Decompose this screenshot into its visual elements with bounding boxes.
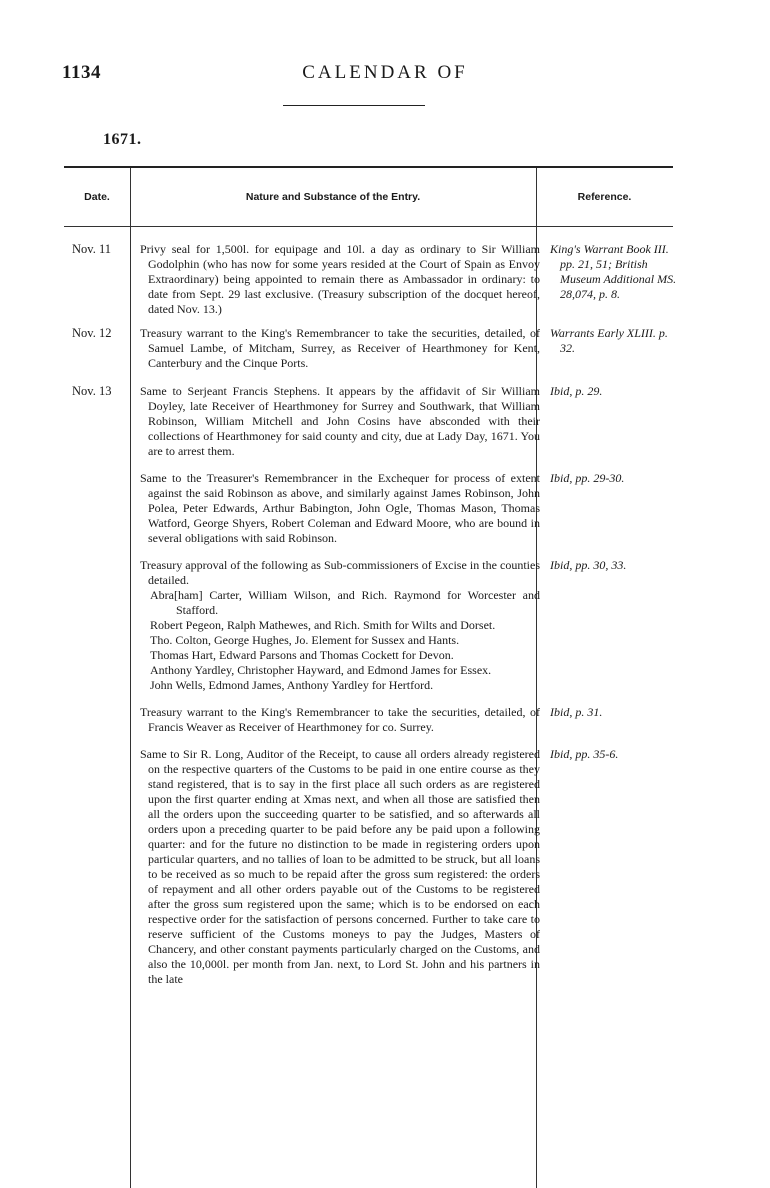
entry-reference-text: Warrants Early XLIII. p. 32.	[550, 326, 668, 355]
entry	[64, 558, 673, 693]
entry	[64, 747, 673, 987]
entry	[64, 242, 677, 317]
entry-reference-text: Ibid, pp. 29-30.	[550, 471, 625, 485]
header-rule	[283, 105, 425, 106]
entry-text-block	[140, 558, 540, 693]
entry-text: Same to Sir R. Long, Auditor of the Receipt, to cause all orders already registered on the respective quarters of the Customs to be paid in one entire course as they stand registered, that is to say in the first place all such orders as are registered upon the first quarter ending at Xmas next, and when all those are satisfied then all the orders upon the succeeding quarter to be satisfied, and so afterwards all orders upon a preceding quarter to be paid before any be paid upon a following quarter: and for the future no distinction to be made in registering orders upon particular quarters, and no tallies of loan to be admitted to be struck, but all loans to be received as so much to be repaid after the gross sum registered: the orders of repayment and all other orders payable out of the Customs to be registered after the gross sum registered upon the same; which is to be endorsed on each respective order for the satisfaction of persons concerned. Further to take care to reserve sufficient of the Customs moneys to pay the Judges, Masters of Chancery, and other constant payments particularly charged on the Customs, and also the 10,000l. per month from Jan. next, to Lord St. John and his partners in the late	[140, 747, 540, 986]
column-header-reference: Reference.	[577, 191, 632, 203]
entry-reference	[550, 326, 680, 356]
entry-date: Nov. 13	[72, 384, 112, 398]
sub-entry: Anthony Yardley, Christopher Hayward, and Edmond James for Essex.	[150, 663, 492, 677]
sub-entry: Abra[ham] Carter, William Wilson, and Rich. Raymond for Worcester and Stafford.	[150, 588, 540, 617]
entry	[64, 384, 673, 459]
entry-reference	[550, 705, 680, 720]
year-heading: 1671.	[103, 131, 142, 148]
entry-reference-text: Ibid, pp. 30, 33.	[550, 558, 627, 572]
entry	[64, 705, 673, 735]
page-header	[0, 62, 770, 92]
entry-reference	[550, 747, 680, 762]
header-bottom-rule	[64, 226, 673, 227]
sub-entry: Robert Pegeon, Ralph Mathewes, and Rich. Smith for Wilts and Dorset.	[150, 618, 496, 632]
column-header-nature: Nature and Substance of the Entry.	[245, 191, 421, 203]
running-head: CALENDAR OF	[302, 62, 468, 83]
entry-text: Treasury approval of the following as Sub-commissioners of Excise in the counties detailed.	[140, 558, 540, 587]
page-number: 1134	[62, 62, 101, 83]
entry-text: Same to the Treasurer's Remembrancer in the Exchequer for process of extent against the said Robinson as above, and similarly against James Robinson, John Polea, Peter Edwards, Arthur Babington, John Ogle, Thomas Mason, Thomas Watford, George Shyers, Robert Coleman and Edward Moore, who are bound in several obligations with said Robinson.	[140, 471, 540, 545]
sub-entry: Thomas Hart, Edward Parsons and Thomas Cockett for Devon.	[150, 648, 454, 662]
entry-reference-text: Ibid, p. 31.	[550, 705, 603, 719]
entry-date: Nov. 11	[72, 242, 112, 256]
entry-reference	[550, 558, 680, 573]
entry-reference-text: Ibid, p. 29.	[550, 384, 603, 398]
entry-reference-text: Ibid, pp. 35-6.	[550, 747, 619, 761]
entry-text: Treasury warrant to the King's Remembrancer to take the securities, detailed, of Samuel Lambe, of Mitcham, Surrey, as Receiver of Hearthmoney for Kent, Canterbury and the Cinque Ports.	[140, 326, 540, 370]
entries-list	[64, 242, 677, 997]
column-header-date: Date.	[84, 191, 110, 203]
calendar-table	[64, 166, 677, 1188]
entry-text: Same to Serjeant Francis Stephens. It appears by the affidavit of Sir William Doyley, late Receiver of Hearthmoney for Surrey and Southwark, that William Robinson, William Mitchell and John Cosins have absconded with their collections of Hearthmoney for said county and city, due at Lady Day, 1671. You are to arrest them.	[140, 384, 540, 458]
sub-entry: John Wells, Edmond James, Anthony Yardley for Hertford.	[150, 678, 434, 692]
entry-reference-text: King's Warrant Book III. pp. 21, 51; British Museum Additional MS. 28,074, p. 8.	[550, 242, 677, 301]
entry-date: Nov. 12	[72, 326, 112, 340]
entry-text: Treasury warrant to the King's Remembrancer to take the securities, detailed, of Francis Weaver as Receiver of Hearthmoney for co. Surrey.	[140, 705, 540, 734]
entry-reference	[550, 471, 680, 486]
entry	[64, 326, 673, 371]
sub-entry: Tho. Colton, George Hughes, Jo. Element for Sussex and Hants.	[150, 633, 460, 647]
entry-text: Privy seal for 1,500l. for equipage and 10l. a day as ordinary to Sir William Godolphin (who has now for some years resided at the Court of Spain as Envoy Extraordinary) being appointed to remain there as Ambassador in ordinary: to date from Sept. 29 last exclusive. (Treasury subscription of the docquet hereof, dated Nov. 13.)	[140, 242, 540, 316]
entry-reference	[550, 242, 680, 302]
entry-reference	[550, 384, 680, 399]
entry	[64, 471, 673, 546]
